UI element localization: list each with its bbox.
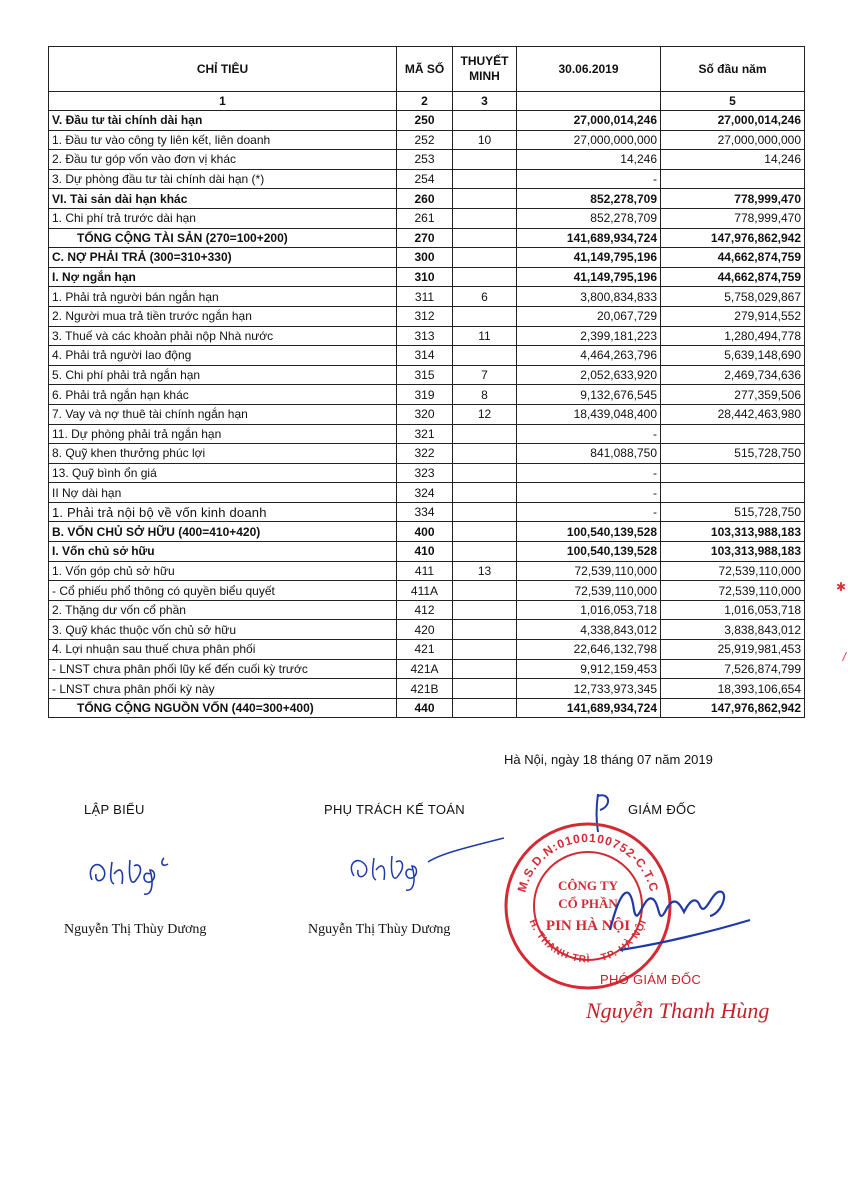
row-code: 270: [397, 228, 453, 248]
row-value-period-end: 9,912,159,453: [517, 659, 661, 679]
date-line: Hà Nội, ngày 18 tháng 07 năm 2019: [504, 752, 713, 767]
table-row: [49, 522, 805, 542]
row-code: 412: [397, 600, 453, 620]
row-code: 254: [397, 169, 453, 189]
row-value-opening: 279,914,552: [661, 306, 805, 326]
row-code: 400: [397, 522, 453, 542]
row-note: 7: [453, 365, 517, 385]
row-label: VI. Tài sản dài hạn khác: [49, 189, 397, 209]
row-value-period-end: 141,689,934,724: [517, 698, 661, 718]
row-value-period-end: 841,088,750: [517, 444, 661, 464]
row-code: 321: [397, 424, 453, 444]
row-value-opening: [661, 169, 805, 189]
header-thuyet-minh: THUYẾT MINH: [453, 47, 517, 92]
row-value-opening: 44,662,874,759: [661, 267, 805, 287]
row-note: [453, 581, 517, 601]
table-row: [49, 463, 805, 483]
accountant-role: PHỤ TRÁCH KẾ TOÁN: [324, 802, 465, 817]
row-label: - LNST chưa phân phối lũy kế đến cuối kỳ trước: [49, 659, 397, 679]
row-value-opening: 103,313,988,183: [661, 522, 805, 542]
row-code: 310: [397, 267, 453, 287]
row-note: 8: [453, 385, 517, 405]
row-label: 2. Đầu tư góp vốn vào đơn vị khác: [49, 150, 397, 170]
row-note: 6: [453, 287, 517, 307]
table-row: [49, 483, 805, 503]
row-code: 421A: [397, 659, 453, 679]
row-value-period-end: 852,278,709: [517, 189, 661, 209]
row-note: [453, 620, 517, 640]
row-value-period-end: 2,399,181,223: [517, 326, 661, 346]
index-cell: 1: [49, 92, 397, 111]
row-note: [453, 659, 517, 679]
row-value-period-end: 100,540,139,528: [517, 522, 661, 542]
row-code: 440: [397, 698, 453, 718]
row-code: 313: [397, 326, 453, 346]
table-row: [49, 306, 805, 326]
director-role: GIÁM ĐỐC: [628, 802, 697, 817]
row-label: I. Nợ ngắn hạn: [49, 267, 397, 287]
row-value-opening: [661, 424, 805, 444]
row-note: [453, 169, 517, 189]
stamp-ring-text: M.S.D.N:0100100752-C.T.C: [514, 830, 662, 894]
table-row: [49, 561, 805, 581]
row-code: 334: [397, 502, 453, 522]
header-chi-tieu: CHỈ TIÊU: [49, 47, 397, 92]
row-label: 5. Chi phí phải trả ngắn hạn: [49, 365, 397, 385]
row-note: 11: [453, 326, 517, 346]
row-code: 324: [397, 483, 453, 503]
row-label: 1. Phải trả người bán ngắn hạn: [49, 287, 397, 307]
table-row: [49, 659, 805, 679]
table-row: [49, 326, 805, 346]
row-value-period-end: 41,149,795,196: [517, 248, 661, 268]
stamp-line-2: CỔ PHẦN: [558, 896, 618, 911]
stamp-line-3: PIN HÀ NỘI: [545, 918, 631, 934]
table-row: [49, 248, 805, 268]
row-code: 311: [397, 287, 453, 307]
row-code: 319: [397, 385, 453, 405]
table-row: [49, 600, 805, 620]
row-note: [453, 306, 517, 326]
table-row: [49, 228, 805, 248]
row-label: 2. Người mua trả tiền trước ngắn hạn: [49, 306, 397, 326]
header-opening: Số đầu năm: [661, 47, 805, 92]
row-note: [453, 150, 517, 170]
table-row: [49, 404, 805, 424]
row-label: B. VỐN CHỦ SỞ HỮU (400=410+420): [49, 522, 397, 542]
row-code: 320: [397, 404, 453, 424]
row-label: 13. Quỹ bình ổn giá: [49, 463, 397, 483]
row-value-opening: 778,999,470: [661, 208, 805, 228]
row-label: 6. Phải trả ngắn hạn khác: [49, 385, 397, 405]
row-code: 300: [397, 248, 453, 268]
row-value-opening: 515,728,750: [661, 444, 805, 464]
row-value-opening: 1,016,053,718: [661, 600, 805, 620]
row-label: C. NỢ PHẢI TRẢ (300=310+330): [49, 248, 397, 268]
row-value-period-end: -: [517, 169, 661, 189]
row-value-opening: 27,000,000,000: [661, 130, 805, 150]
row-code: 260: [397, 189, 453, 209]
row-label: 4. Lợi nhuận sau thuế chưa phân phối: [49, 640, 397, 660]
row-code: 312: [397, 306, 453, 326]
row-value-opening: 27,000,014,246: [661, 111, 805, 131]
row-label: 1. Đầu tư vào công ty liên kết, liên doanh: [49, 130, 397, 150]
table-row: [49, 287, 805, 307]
row-note: [453, 600, 517, 620]
row-note: [453, 463, 517, 483]
table-row: [49, 640, 805, 660]
row-value-period-end: 3,800,834,833: [517, 287, 661, 307]
table-row: [49, 346, 805, 366]
row-value-period-end: 4,338,843,012: [517, 620, 661, 640]
row-code: 315: [397, 365, 453, 385]
row-value-period-end: 14,246: [517, 150, 661, 170]
table-row: [49, 424, 805, 444]
row-note: [453, 424, 517, 444]
row-value-opening: 5,758,029,867: [661, 287, 805, 307]
row-value-opening: 103,313,988,183: [661, 542, 805, 562]
row-value-opening: [661, 463, 805, 483]
table-row: [49, 542, 805, 562]
row-label: - LNST chưa phân phối kỳ này: [49, 679, 397, 699]
accountant-signature: [344, 834, 514, 894]
index-cell: 2: [397, 92, 453, 111]
row-value-period-end: 12,733,973,345: [517, 679, 661, 699]
row-code: 261: [397, 208, 453, 228]
row-value-opening: 147,976,862,942: [661, 698, 805, 718]
row-label: 2. Thặng dư vốn cổ phần: [49, 600, 397, 620]
row-value-period-end: 22,646,132,798: [517, 640, 661, 660]
index-cell: [517, 92, 661, 111]
row-value-period-end: 141,689,934,724: [517, 228, 661, 248]
row-value-period-end: -: [517, 502, 661, 522]
row-value-opening: 72,539,110,000: [661, 561, 805, 581]
row-note: [453, 208, 517, 228]
row-note: [453, 444, 517, 464]
row-note: [453, 640, 517, 660]
row-label: 3. Quỹ khác thuộc vốn chủ sở hữu: [49, 620, 397, 640]
row-label: TỔNG CỘNG NGUỒN VỐN (440=300+400): [49, 698, 397, 718]
row-value-opening: 28,442,463,980: [661, 404, 805, 424]
table-row: [49, 365, 805, 385]
row-note: [453, 698, 517, 718]
table-row: [49, 385, 805, 405]
row-code: 250: [397, 111, 453, 131]
row-label: 3. Thuế và các khoản phải nộp Nhà nước: [49, 326, 397, 346]
row-value-period-end: 18,439,048,400: [517, 404, 661, 424]
row-value-period-end: 852,278,709: [517, 208, 661, 228]
row-label: 1. Chi phí trả trước dài hạn: [49, 208, 397, 228]
row-value-opening: 14,246: [661, 150, 805, 170]
row-value-period-end: -: [517, 424, 661, 444]
row-value-period-end: 72,539,110,000: [517, 581, 661, 601]
preparer-role: LẬP BIỂU: [84, 802, 145, 817]
table-row: [49, 130, 805, 150]
table-row: [49, 169, 805, 189]
table-row: [49, 502, 805, 522]
row-code: 421B: [397, 679, 453, 699]
margin-stamp-mark: /: [842, 650, 846, 664]
row-value-period-end: 100,540,139,528: [517, 542, 661, 562]
row-label: 1. Phải trả nội bộ về vốn kinh doanh: [49, 502, 397, 522]
row-note: [453, 679, 517, 699]
row-code: 253: [397, 150, 453, 170]
row-code: 420: [397, 620, 453, 640]
table-row: [49, 189, 805, 209]
row-note: [453, 267, 517, 287]
row-label: 11. Dự phòng phải trả ngắn hạn: [49, 424, 397, 444]
row-value-opening: 515,728,750: [661, 502, 805, 522]
director-signature: [600, 870, 760, 960]
row-note: 13: [453, 561, 517, 581]
row-value-opening: 1,280,494,778: [661, 326, 805, 346]
row-value-period-end: 27,000,000,000: [517, 130, 661, 150]
row-label: 8. Quỹ khen thưởng phúc lợi: [49, 444, 397, 464]
row-code: 252: [397, 130, 453, 150]
row-code: 410: [397, 542, 453, 562]
row-code: 411A: [397, 581, 453, 601]
row-note: [453, 346, 517, 366]
balance-sheet-body: [49, 111, 805, 718]
balance-sheet-table: [48, 46, 805, 718]
row-value-opening: 18,393,106,654: [661, 679, 805, 699]
preparer-name: Nguyễn Thị Thùy Dương: [64, 922, 207, 937]
margin-stamp-mark: ✱: [835, 580, 846, 594]
row-label: I. Vốn chủ sở hữu: [49, 542, 397, 562]
row-value-period-end: 9,132,676,545: [517, 385, 661, 405]
table-row: [49, 679, 805, 699]
deputy-director-signature-name: Nguyễn Thanh Hùng: [586, 998, 770, 1023]
header-ma-so: MÃ SỐ: [397, 47, 453, 92]
row-value-opening: 147,976,862,942: [661, 228, 805, 248]
row-value-opening: [661, 483, 805, 503]
row-value-opening: 7,526,874,799: [661, 659, 805, 679]
row-label: 4. Phải trả người lao động: [49, 346, 397, 366]
row-note: [453, 248, 517, 268]
index-cell: 3: [453, 92, 517, 111]
stamp-line-1: CÔNG TY: [557, 878, 619, 893]
row-label: TỔNG CỘNG TÀI SẢN (270=100+200): [49, 228, 397, 248]
header-period-end: 30.06.2019: [517, 47, 661, 92]
row-note: [453, 483, 517, 503]
preparer-signature: [84, 840, 194, 900]
row-label: 7. Vay và nợ thuê tài chính ngắn hạn: [49, 404, 397, 424]
table-row: [49, 444, 805, 464]
row-value-opening: 778,999,470: [661, 189, 805, 209]
row-note: [453, 542, 517, 562]
index-cell: 5: [661, 92, 805, 111]
row-value-opening: 277,359,506: [661, 385, 805, 405]
row-value-opening: 72,539,110,000: [661, 581, 805, 601]
row-label: 3. Dự phòng đầu tư tài chính dài hạn (*): [49, 169, 397, 189]
row-note: [453, 502, 517, 522]
row-value-opening: 2,469,734,636: [661, 365, 805, 385]
row-value-opening: 5,639,148,690: [661, 346, 805, 366]
table-row: [49, 208, 805, 228]
row-label: V. Đầu tư tài chính dài hạn: [49, 111, 397, 131]
table-row: [49, 111, 805, 131]
table-row: [49, 267, 805, 287]
table-row: [49, 581, 805, 601]
row-value-period-end: 4,464,263,796: [517, 346, 661, 366]
stamp-bottom-text: H. THANH TRÌ - TP. HÀ NỘI: [526, 917, 650, 966]
row-note: [453, 111, 517, 131]
row-value-period-end: -: [517, 483, 661, 503]
row-label: 1. Vốn góp chủ sở hữu: [49, 561, 397, 581]
row-code: 411: [397, 561, 453, 581]
row-value-period-end: 41,149,795,196: [517, 267, 661, 287]
row-note: [453, 522, 517, 542]
row-value-opening: 44,662,874,759: [661, 248, 805, 268]
row-value-period-end: 27,000,014,246: [517, 111, 661, 131]
row-value-period-end: 1,016,053,718: [517, 600, 661, 620]
row-code: 421: [397, 640, 453, 660]
row-note: [453, 189, 517, 209]
row-code: 322: [397, 444, 453, 464]
row-note: 12: [453, 404, 517, 424]
table-row: [49, 620, 805, 640]
row-code: 314: [397, 346, 453, 366]
row-value-period-end: 72,539,110,000: [517, 561, 661, 581]
row-value-period-end: 2,052,633,920: [517, 365, 661, 385]
accountant-name: Nguyễn Thị Thùy Dương: [308, 922, 451, 937]
row-value-opening: 3,838,843,012: [661, 620, 805, 640]
row-value-period-end: -: [517, 463, 661, 483]
row-note: 10: [453, 130, 517, 150]
deputy-director-role: PHÓ GIÁM ĐỐC: [600, 972, 702, 987]
row-value-period-end: 20,067,729: [517, 306, 661, 326]
row-code: 323: [397, 463, 453, 483]
row-value-opening: 25,919,981,453: [661, 640, 805, 660]
row-label: II Nợ dài hạn: [49, 483, 397, 503]
row-label: - Cổ phiếu phổ thông có quyền biểu quyết: [49, 581, 397, 601]
table-row: [49, 150, 805, 170]
row-note: [453, 228, 517, 248]
table-row: [49, 698, 805, 718]
